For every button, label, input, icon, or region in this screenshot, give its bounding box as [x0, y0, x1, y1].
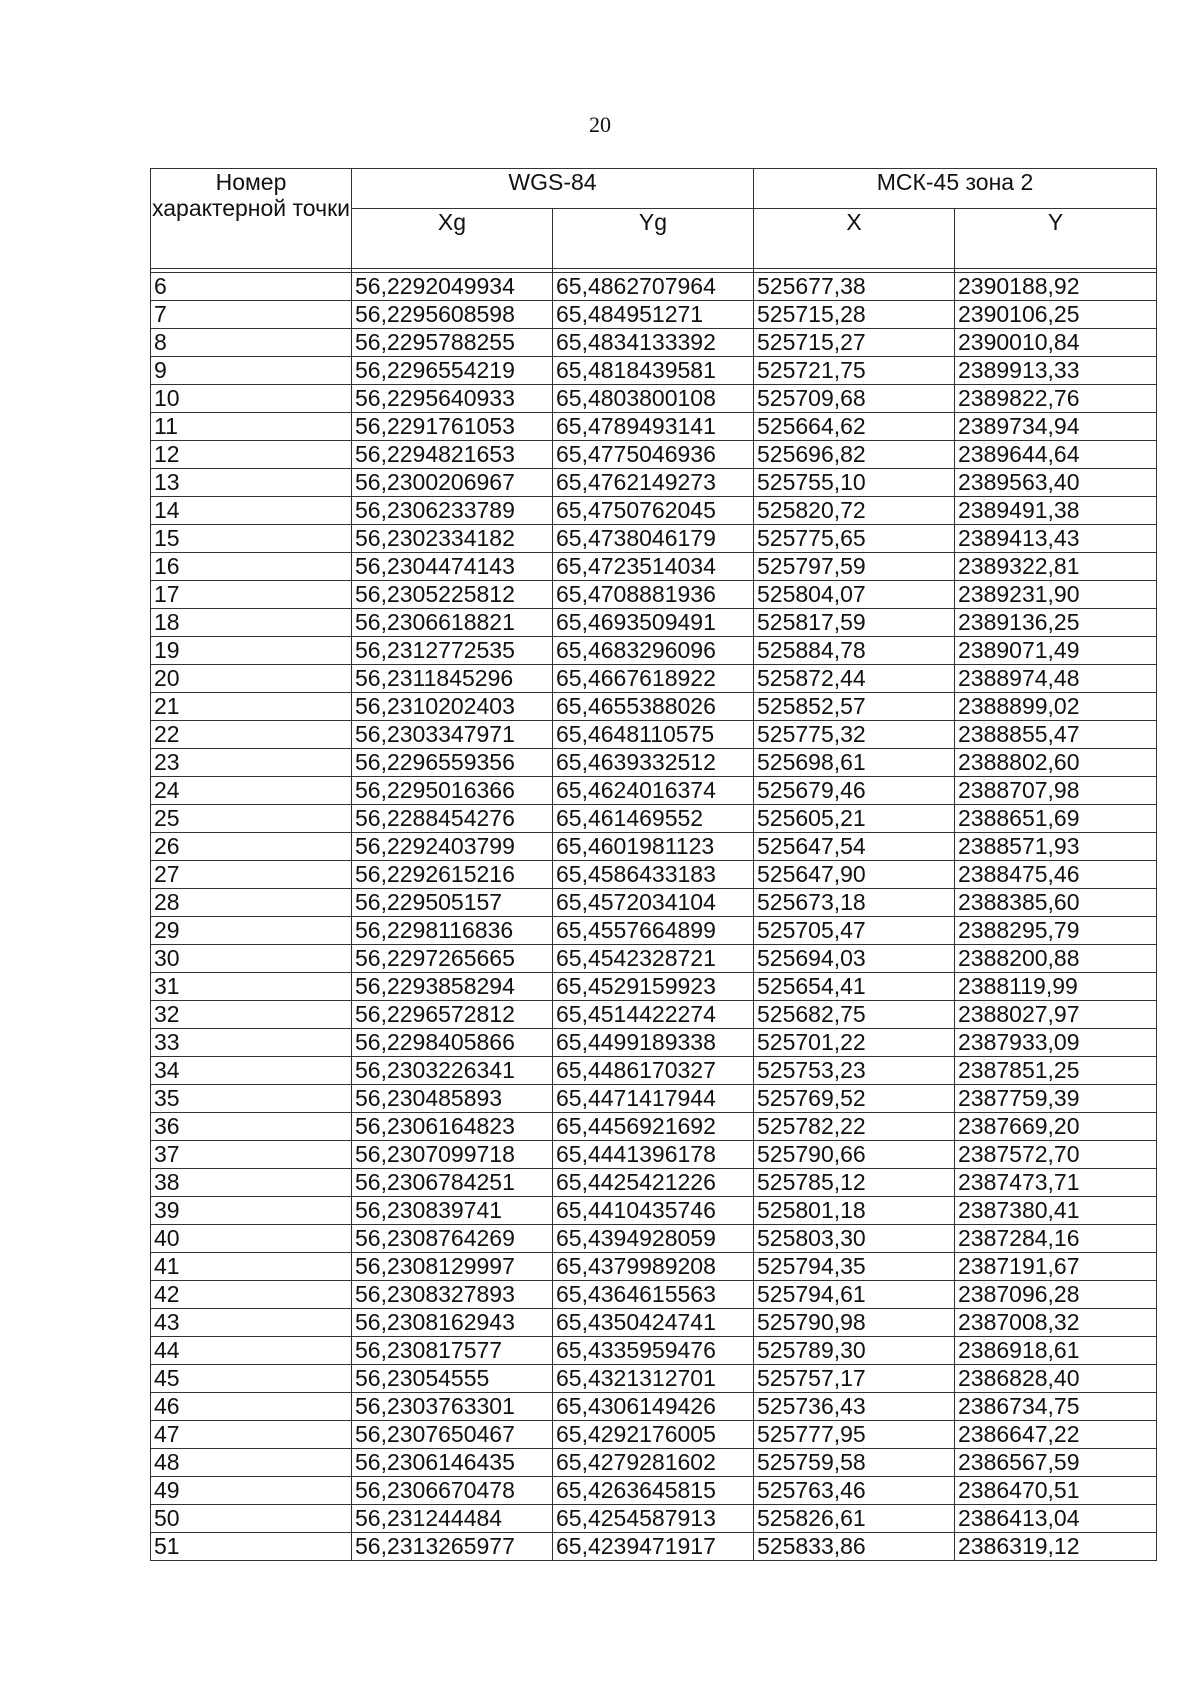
x-cell: 525820,72: [754, 497, 955, 525]
point-number-cell: 13: [151, 469, 352, 497]
point-number-cell: 47: [151, 1421, 352, 1449]
yg-cell: 65,4557664899: [553, 917, 754, 945]
point-number-cell: 11: [151, 413, 352, 441]
x-cell: 525789,30: [754, 1337, 955, 1365]
y-cell: 2387191,67: [955, 1253, 1157, 1281]
y-cell: 2388802,60: [955, 749, 1157, 777]
point-number-cell: 44: [151, 1337, 352, 1365]
point-number-cell: 32: [151, 1001, 352, 1029]
yg-cell: 65,4486170327: [553, 1057, 754, 1085]
point-number-cell: 12: [151, 441, 352, 469]
point-number-cell: 42: [151, 1281, 352, 1309]
point-number-cell: 23: [151, 749, 352, 777]
y-cell: 2389322,81: [955, 553, 1157, 581]
y-cell: 2388119,99: [955, 973, 1157, 1001]
y-cell: 2388899,02: [955, 693, 1157, 721]
table-row: [151, 889, 1157, 917]
xg-cell: 56,2292049934: [352, 273, 553, 301]
xg-cell: 56,2302334182: [352, 525, 553, 553]
point-number-cell: 21: [151, 693, 352, 721]
y-cell: 2388200,88: [955, 945, 1157, 973]
yg-cell: 65,4738046179: [553, 525, 754, 553]
y-cell: 2386647,22: [955, 1421, 1157, 1449]
yg-cell: 65,4279281602: [553, 1449, 754, 1477]
yg-cell: 65,4335959476: [553, 1337, 754, 1365]
table-row: [151, 413, 1157, 441]
table-row: [151, 525, 1157, 553]
yg-cell: 65,4775046936: [553, 441, 754, 469]
y-cell: 2387096,28: [955, 1281, 1157, 1309]
point-number-cell: 6: [151, 273, 352, 301]
yg-cell: 65,4708881936: [553, 581, 754, 609]
point-number-cell: 43: [151, 1309, 352, 1337]
xg-cell: 56,2296554219: [352, 357, 553, 385]
table-row: [151, 581, 1157, 609]
table-row: [151, 945, 1157, 973]
yg-cell: 65,4350424741: [553, 1309, 754, 1337]
y-cell: 2387380,41: [955, 1197, 1157, 1225]
yg-cell: 65,484951271: [553, 301, 754, 329]
table-row: [151, 273, 1157, 301]
x-cell: 525673,18: [754, 889, 955, 917]
x-cell: 525755,10: [754, 469, 955, 497]
yg-cell: 65,4410435746: [553, 1197, 754, 1225]
xg-cell: 56,2308162943: [352, 1309, 553, 1337]
yg-cell: 65,4750762045: [553, 497, 754, 525]
table-row: [151, 1141, 1157, 1169]
y-cell: 2386828,40: [955, 1365, 1157, 1393]
xg-cell: 56,2310202403: [352, 693, 553, 721]
x-cell: 525872,44: [754, 665, 955, 693]
xg-cell: 56,2292615216: [352, 861, 553, 889]
y-cell: 2386918,61: [955, 1337, 1157, 1365]
yg-cell: 65,4648110575: [553, 721, 754, 749]
yg-cell: 65,4394928059: [553, 1225, 754, 1253]
point-number-cell: 35: [151, 1085, 352, 1113]
table-row: [151, 301, 1157, 329]
xg-cell: 56,2297265665: [352, 945, 553, 973]
header-wgs84: WGS-84: [352, 169, 754, 209]
xg-cell: 56,2311845296: [352, 665, 553, 693]
table-row: [151, 1281, 1157, 1309]
y-cell: 2387008,32: [955, 1309, 1157, 1337]
yg-cell: 65,4789493141: [553, 413, 754, 441]
header-msk45: МСК-45 зона 2: [754, 169, 1157, 209]
yg-cell: 65,4292176005: [553, 1421, 754, 1449]
x-cell: 525696,82: [754, 441, 955, 469]
x-cell: 525654,41: [754, 973, 955, 1001]
y-cell: 2389734,94: [955, 413, 1157, 441]
xg-cell: 56,231244484: [352, 1505, 553, 1533]
x-cell: 525701,22: [754, 1029, 955, 1057]
table-row: [151, 749, 1157, 777]
x-cell: 525679,46: [754, 777, 955, 805]
point-number-cell: 19: [151, 637, 352, 665]
x-cell: 525803,30: [754, 1225, 955, 1253]
xg-cell: 56,2294821653: [352, 441, 553, 469]
yg-cell: 65,4624016374: [553, 777, 754, 805]
table-row: [151, 1085, 1157, 1113]
xg-cell: 56,2313265977: [352, 1533, 553, 1561]
point-number-cell: 48: [151, 1449, 352, 1477]
x-cell: 525777,95: [754, 1421, 955, 1449]
y-cell: 2386413,04: [955, 1505, 1157, 1533]
xg-cell: 56,229505157: [352, 889, 553, 917]
yg-cell: 65,4514422274: [553, 1001, 754, 1029]
yg-cell: 65,4667618922: [553, 665, 754, 693]
table-row: [151, 357, 1157, 385]
table-row: [151, 1477, 1157, 1505]
x-cell: 525775,65: [754, 525, 955, 553]
point-number-cell: 46: [151, 1393, 352, 1421]
x-cell: 525782,22: [754, 1113, 955, 1141]
yg-cell: 65,4818439581: [553, 357, 754, 385]
point-number-cell: 17: [151, 581, 352, 609]
point-number-cell: 14: [151, 497, 352, 525]
y-cell: 2389413,43: [955, 525, 1157, 553]
point-number-cell: 28: [151, 889, 352, 917]
table-body: [151, 269, 1157, 1561]
yg-cell: 65,4586433183: [553, 861, 754, 889]
x-cell: 525790,98: [754, 1309, 955, 1337]
y-cell: 2390106,25: [955, 301, 1157, 329]
y-cell: 2387933,09: [955, 1029, 1157, 1057]
x-cell: 525775,32: [754, 721, 955, 749]
point-number-cell: 15: [151, 525, 352, 553]
table-row: [151, 1113, 1157, 1141]
x-cell: 525753,23: [754, 1057, 955, 1085]
point-number-cell: 20: [151, 665, 352, 693]
x-cell: 525682,75: [754, 1001, 955, 1029]
table-row: [151, 1029, 1157, 1057]
point-number-cell: 40: [151, 1225, 352, 1253]
x-cell: 525826,61: [754, 1505, 955, 1533]
xg-cell: 56,2306233789: [352, 497, 553, 525]
x-cell: 525715,28: [754, 301, 955, 329]
table-row: [151, 693, 1157, 721]
x-cell: 525677,38: [754, 273, 955, 301]
yg-cell: 65,4693509491: [553, 609, 754, 637]
table-row: [151, 441, 1157, 469]
xg-cell: 56,2288454276: [352, 805, 553, 833]
yg-cell: 65,4254587913: [553, 1505, 754, 1533]
point-number-cell: 51: [151, 1533, 352, 1561]
x-cell: 525709,68: [754, 385, 955, 413]
x-cell: 525647,54: [754, 833, 955, 861]
point-number-cell: 45: [151, 1365, 352, 1393]
x-cell: 525759,58: [754, 1449, 955, 1477]
point-number-cell: 16: [151, 553, 352, 581]
table-row: [151, 1337, 1157, 1365]
x-cell: 525715,27: [754, 329, 955, 357]
table-row: [151, 721, 1157, 749]
y-cell: 2386734,75: [955, 1393, 1157, 1421]
page-number: 20: [589, 112, 611, 137]
y-cell: 2386319,12: [955, 1533, 1157, 1561]
point-number-cell: 27: [151, 861, 352, 889]
x-cell: 525833,86: [754, 1533, 955, 1561]
x-cell: 525785,12: [754, 1169, 955, 1197]
coordinates-table: [150, 168, 1157, 1561]
yg-cell: 65,4803800108: [553, 385, 754, 413]
x-cell: 525884,78: [754, 637, 955, 665]
point-number-cell: 49: [151, 1477, 352, 1505]
point-number-cell: 30: [151, 945, 352, 973]
y-cell: 2388027,97: [955, 1001, 1157, 1029]
xg-cell: 56,2306146435: [352, 1449, 553, 1477]
xg-cell: 56,2306618821: [352, 609, 553, 637]
x-cell: 525757,17: [754, 1365, 955, 1393]
yg-cell: 65,4572034104: [553, 889, 754, 917]
table-row: [151, 1197, 1157, 1225]
xg-cell: 56,230839741: [352, 1197, 553, 1225]
x-cell: 525794,61: [754, 1281, 955, 1309]
header-y: Y: [955, 209, 1157, 269]
yg-cell: 65,4425421226: [553, 1169, 754, 1197]
xg-cell: 56,2307650467: [352, 1421, 553, 1449]
yg-cell: 65,4263645815: [553, 1477, 754, 1505]
table-row: [151, 805, 1157, 833]
yg-cell: 65,461469552: [553, 805, 754, 833]
point-number-cell: 9: [151, 357, 352, 385]
point-number-cell: 29: [151, 917, 352, 945]
xg-cell: 56,2308129997: [352, 1253, 553, 1281]
yg-cell: 65,4499189338: [553, 1029, 754, 1057]
header-x: X: [754, 209, 955, 269]
table-row: [151, 1533, 1157, 1561]
xg-cell: 56,2295788255: [352, 329, 553, 357]
xg-cell: 56,2292403799: [352, 833, 553, 861]
xg-cell: 56,2308327893: [352, 1281, 553, 1309]
y-cell: 2387284,16: [955, 1225, 1157, 1253]
yg-cell: 65,4239471917: [553, 1533, 754, 1561]
x-cell: 525736,43: [754, 1393, 955, 1421]
table-row: [151, 497, 1157, 525]
yg-cell: 65,4379989208: [553, 1253, 754, 1281]
point-number-cell: 37: [151, 1141, 352, 1169]
point-number-cell: 26: [151, 833, 352, 861]
xg-cell: 56,2312772535: [352, 637, 553, 665]
x-cell: 525647,90: [754, 861, 955, 889]
y-cell: 2390188,92: [955, 273, 1157, 301]
point-number-cell: 25: [151, 805, 352, 833]
xg-cell: 56,2296559356: [352, 749, 553, 777]
x-cell: 525794,35: [754, 1253, 955, 1281]
yg-cell: 65,4306149426: [553, 1393, 754, 1421]
point-number-cell: 36: [151, 1113, 352, 1141]
xg-cell: 56,2307099718: [352, 1141, 553, 1169]
point-number-cell: 18: [151, 609, 352, 637]
point-number-cell: 24: [151, 777, 352, 805]
xg-cell: 56,2303347971: [352, 721, 553, 749]
point-number-cell: 41: [151, 1253, 352, 1281]
xg-cell: 56,2296572812: [352, 1001, 553, 1029]
y-cell: 2390010,84: [955, 329, 1157, 357]
y-cell: 2389491,38: [955, 497, 1157, 525]
yg-cell: 65,4441396178: [553, 1141, 754, 1169]
x-cell: 525705,47: [754, 917, 955, 945]
x-cell: 525698,61: [754, 749, 955, 777]
table-row: [151, 469, 1157, 497]
xg-cell: 56,2304474143: [352, 553, 553, 581]
y-cell: 2388974,48: [955, 665, 1157, 693]
yg-cell: 65,4683296096: [553, 637, 754, 665]
table-row: [151, 1057, 1157, 1085]
y-cell: 2389071,49: [955, 637, 1157, 665]
header-yg: Yg: [553, 209, 754, 269]
yg-cell: 65,4321312701: [553, 1365, 754, 1393]
xg-cell: 56,2305225812: [352, 581, 553, 609]
table-row: [151, 1309, 1157, 1337]
table-row: [151, 1421, 1157, 1449]
table-row: [151, 973, 1157, 1001]
y-cell: 2389822,76: [955, 385, 1157, 413]
xg-cell: 56,2295608598: [352, 301, 553, 329]
y-cell: 2388295,79: [955, 917, 1157, 945]
yg-cell: 65,4364615563: [553, 1281, 754, 1309]
x-cell: 525797,59: [754, 553, 955, 581]
yg-cell: 65,4862707964: [553, 273, 754, 301]
point-number-cell: 38: [151, 1169, 352, 1197]
xg-cell: 56,2293858294: [352, 973, 553, 1001]
point-number-cell: 34: [151, 1057, 352, 1085]
table-row: [151, 1225, 1157, 1253]
x-cell: 525664,62: [754, 413, 955, 441]
x-cell: 525801,18: [754, 1197, 955, 1225]
table-row: [151, 1001, 1157, 1029]
xg-cell: 56,2303763301: [352, 1393, 553, 1421]
y-cell: 2387572,70: [955, 1141, 1157, 1169]
y-cell: 2388707,98: [955, 777, 1157, 805]
yg-cell: 65,4834133392: [553, 329, 754, 357]
x-cell: 525763,46: [754, 1477, 955, 1505]
xg-cell: 56,2295016366: [352, 777, 553, 805]
yg-cell: 65,4529159923: [553, 973, 754, 1001]
y-cell: 2387473,71: [955, 1169, 1157, 1197]
table-row: [151, 1365, 1157, 1393]
header-xg: Xg: [352, 209, 553, 269]
x-cell: 525852,57: [754, 693, 955, 721]
xg-cell: 56,2303226341: [352, 1057, 553, 1085]
y-cell: 2388571,93: [955, 833, 1157, 861]
x-cell: 525804,07: [754, 581, 955, 609]
x-cell: 525817,59: [754, 609, 955, 637]
y-cell: 2386470,51: [955, 1477, 1157, 1505]
y-cell: 2386567,59: [955, 1449, 1157, 1477]
yg-cell: 65,4655388026: [553, 693, 754, 721]
table-row: [151, 1393, 1157, 1421]
xg-cell: 56,2306670478: [352, 1477, 553, 1505]
table-row: [151, 665, 1157, 693]
x-cell: 525605,21: [754, 805, 955, 833]
y-cell: 2388651,69: [955, 805, 1157, 833]
xg-cell: 56,2306784251: [352, 1169, 553, 1197]
xg-cell: 56,2300206967: [352, 469, 553, 497]
table-row: [151, 1505, 1157, 1533]
point-number-cell: 8: [151, 329, 352, 357]
y-cell: 2388385,60: [955, 889, 1157, 917]
yg-cell: 65,4542328721: [553, 945, 754, 973]
table-row: [151, 329, 1157, 357]
point-number-cell: 7: [151, 301, 352, 329]
table-row: [151, 1449, 1157, 1477]
point-number-cell: 10: [151, 385, 352, 413]
xg-cell: 56,2298405866: [352, 1029, 553, 1057]
x-cell: 525721,75: [754, 357, 955, 385]
header-point-number: Номер характерной точки: [151, 169, 352, 269]
x-cell: 525694,03: [754, 945, 955, 973]
x-cell: 525769,52: [754, 1085, 955, 1113]
xg-cell: 56,2295640933: [352, 385, 553, 413]
table-row: [151, 1253, 1157, 1281]
y-cell: 2387851,25: [955, 1057, 1157, 1085]
yg-cell: 65,4639332512: [553, 749, 754, 777]
y-cell: 2387759,39: [955, 1085, 1157, 1113]
xg-cell: 56,23054555: [352, 1365, 553, 1393]
y-cell: 2389136,25: [955, 609, 1157, 637]
y-cell: 2388855,47: [955, 721, 1157, 749]
xg-cell: 56,2298116836: [352, 917, 553, 945]
y-cell: 2389231,90: [955, 581, 1157, 609]
xg-cell: 56,2306164823: [352, 1113, 553, 1141]
y-cell: 2389563,40: [955, 469, 1157, 497]
table-row: [151, 917, 1157, 945]
point-number-cell: 31: [151, 973, 352, 1001]
y-cell: 2388475,46: [955, 861, 1157, 889]
table-row: [151, 609, 1157, 637]
xg-cell: 56,230485893: [352, 1085, 553, 1113]
table-row: [151, 777, 1157, 805]
table-row: [151, 1169, 1157, 1197]
y-cell: 2387669,20: [955, 1113, 1157, 1141]
yg-cell: 65,4723514034: [553, 553, 754, 581]
xg-cell: 56,230817577: [352, 1337, 553, 1365]
table-row: [151, 637, 1157, 665]
yg-cell: 65,4471417944: [553, 1085, 754, 1113]
table-row: [151, 385, 1157, 413]
table-row: [151, 833, 1157, 861]
yg-cell: 65,4601981123: [553, 833, 754, 861]
table-row: [151, 861, 1157, 889]
yg-cell: 65,4456921692: [553, 1113, 754, 1141]
point-number-cell: 50: [151, 1505, 352, 1533]
point-number-cell: 33: [151, 1029, 352, 1057]
x-cell: 525790,66: [754, 1141, 955, 1169]
point-number-cell: 22: [151, 721, 352, 749]
xg-cell: 56,2308764269: [352, 1225, 553, 1253]
y-cell: 2389913,33: [955, 357, 1157, 385]
point-number-cell: 39: [151, 1197, 352, 1225]
table-row: [151, 553, 1157, 581]
yg-cell: 65,4762149273: [553, 469, 754, 497]
y-cell: 2389644,64: [955, 441, 1157, 469]
xg-cell: 56,2291761053: [352, 413, 553, 441]
